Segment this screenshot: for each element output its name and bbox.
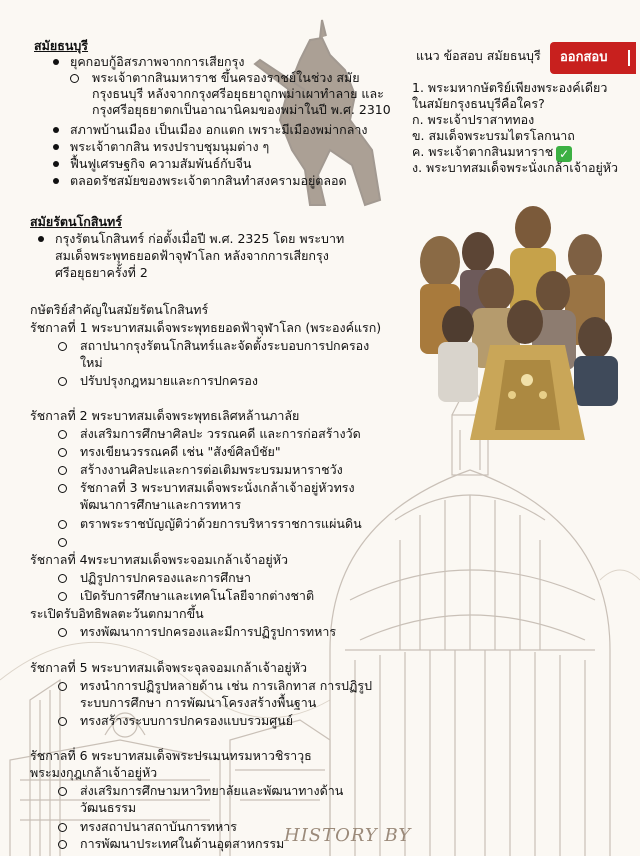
thonburi-bullet-5: ตลอดรัชสมัยของพระเจ้าตากสินทำสงครามอยู่ตลอด (70, 173, 347, 188)
quiz-question-line-1: 1. พระมหากษัตริย์เพียงพระองค์เดียว (412, 80, 608, 95)
kings-heading: กษัตริย์สำคัญในสมัยรัตนโกสินทร์ (30, 302, 209, 317)
reign-4-item-2: เปิดรับการศึกษาและเทคโนโลยีจากต่างชาติ (80, 588, 315, 603)
reign-6-item-1-line-2: วัฒนธรรม (80, 800, 137, 815)
rattanakosin-intro-line-2: สมเด็จพระพุทธยอดฟ้าจุฬาโลก หลังจากการเสียกรุง (55, 248, 329, 263)
check-mark-icon: ✓ (556, 146, 572, 162)
quiz-title: แนว ข้อสอบ สมัยธนบุรี (416, 48, 541, 63)
rattanakosin-intro-line-3: ศรีอยุธยาครั้งที่ 2 (55, 265, 148, 280)
reign-2-item-4-line-2: พัฒนาการศึกษาและการทหาร (80, 497, 242, 512)
reign-5-item-1-line-1: ทรงนำการปฏิรูปหลายด้าน เช่น การเลิกทาส การปฏิรูป (80, 678, 373, 693)
reign-1-item-1-line-1: สถาปนากรุงรัตนโกสินทร์และจัดตั้งระบอบการปกครอง (80, 338, 370, 353)
reign-2-item-3: สร้างงานศิลปะและการต่อเติมพระบรมมหาราชวัง (80, 462, 343, 477)
quiz-option-b: ข. สมเด็จพระบรมไตรโลกนาถ (412, 128, 575, 143)
thonburi-bullet-4: ฟื้นฟูเศรษฐกิจ ความสัมพันธ์กับจีน (70, 156, 252, 171)
reign-6-item-1-line-1: ส่งเสริมการศึกษามหาวิทยาลัยและพัฒนาทางด้าน (80, 783, 344, 798)
reign-4-item-1: ปฏิรูปการปกครองและการศึกษา (80, 570, 251, 585)
reign-6-item-3: การพัฒนาประเทศในด้านอุตสาหกรรม (80, 836, 285, 851)
reign-1-item-1-line-2: ใหม่ (80, 355, 103, 370)
reign-4-item-3: ทรงพัฒนาการปกครองและมีการปฏิรูปการทหาร (80, 624, 337, 639)
thonburi-heading: สมัยธนบุรี (34, 38, 89, 53)
quiz-option-d: ง. พระบาทสมเด็จพระนั่งเกล้าเจ้าอยู่หัว (412, 160, 619, 175)
thonburi-bullet-1: ยุคกอบกู้อิสรภาพจากการเสียกรุง (70, 54, 245, 69)
quiz-option-c: ค. พระเจ้าตากสินมหาราช (412, 144, 554, 159)
reign-2-item-2: ทรงเขียนวรรณคดี เช่น "สังข์ศิลป์ชัย" (80, 444, 281, 459)
reign-5-item-2: ทรงสร้างระบบการปกครองแบบรวมศูนย์ (80, 713, 294, 728)
reign-4-extra: ระเปิดรับอิทธิพลตะวันตกมากขึ้น (30, 606, 204, 621)
reign-2-item-1: ส่งเสริมการศึกษาศิลปะ วรรณคดี และการก่อสร้างวัด (80, 426, 361, 441)
quiz-question-line-2: ในสมัยกรุงธนบุรีคือใคร? (412, 96, 545, 111)
reign-2-item-5: ตราพระราชบัญญัติว่าด้วยการบริหารราชการแผ่นดิน (80, 516, 362, 531)
reign-4-title: รัชกาลที่ 4พระบาทสมเด็จพระจอมเกล้าเจ้าอยู่หัว (30, 552, 289, 567)
exam-button[interactable]: ออกสอบ (550, 42, 636, 74)
rattanakosin-heading: สมัยรัตนโกสินทร์ (30, 214, 122, 229)
reign-5-title: รัชกาลที่ 5 พระบาทสมเด็จพระจุลจอมเกล้าเจ้าอยู่หัว (30, 660, 307, 675)
rattanakosin-intro-line-1: กรุงรัตนโกสินทร์ ก่อตั้งเมื่อปี พ.ศ. 2325 โดย พระบาท (55, 231, 345, 246)
reign-2-empty-item (80, 534, 90, 548)
thonburi-bullet-2: สภาพบ้านเมือง เป็นเมือง อกแตก เพราะมีเมืองพม่ากลาง (70, 122, 368, 137)
thonburi-sub-line-3: กรุงศรีอยุธยาตกเป็นอาณานิคมของพม่าในปี พ.ศ. 2310 (92, 102, 391, 117)
history-by-watermark: HISTORY BY (284, 825, 412, 846)
reign-1-item-2: ปรับปรุงกฎหมายและการปกครอง (80, 373, 259, 388)
reign-6-item-2: ทรงสถาปนาสถาบันการทหาร (80, 819, 237, 834)
thonburi-sub-line-2: กรุงธนบุรี หลังจากกรุงศรีอยุธยาถูกพม่าเผาทำลาย และ (92, 86, 384, 101)
thonburi-bullet-3: พระเจ้าตากสิน ทรงปราบชุมนุมต่าง ๆ (70, 139, 270, 154)
reign-5-item-1-line-2: ระบบการศึกษา การพัฒนาโครงสร้างพื้นฐาน (80, 695, 317, 710)
reign-2-title: รัชกาลที่ 2 พระบาทสมเด็จพระพุทธเลิศหล้านภาลัย (30, 408, 300, 423)
quiz-option-a: ก. พระเจ้าปราสาททอง (412, 112, 535, 127)
thonburi-sub-line-1: พระเจ้าตากสินมหาราช ขึ้นครองราชย์ในช่วง สมัย (92, 70, 360, 85)
reign-1-title: รัชกาลที่ 1 พระบาทสมเด็จพระพุทธยอดฟ้าจุฬาโลก (พระองค์แรก) (30, 320, 382, 335)
reign-2-item-4-line-1: รัชกาลที่ 3 พระบาทสมเด็จพระนั่งเกล้าเจ้าอยู่หัวทรง (80, 480, 355, 495)
reign-6-title-line-1: รัชกาลที่ 6 พระบาทสมเด็จพระปรเมนทรมหาวชิราวุธ (30, 748, 312, 763)
reign-6-title-line-2: พระมงกุฎเกล้าเจ้าอยู่หัว (30, 765, 158, 780)
